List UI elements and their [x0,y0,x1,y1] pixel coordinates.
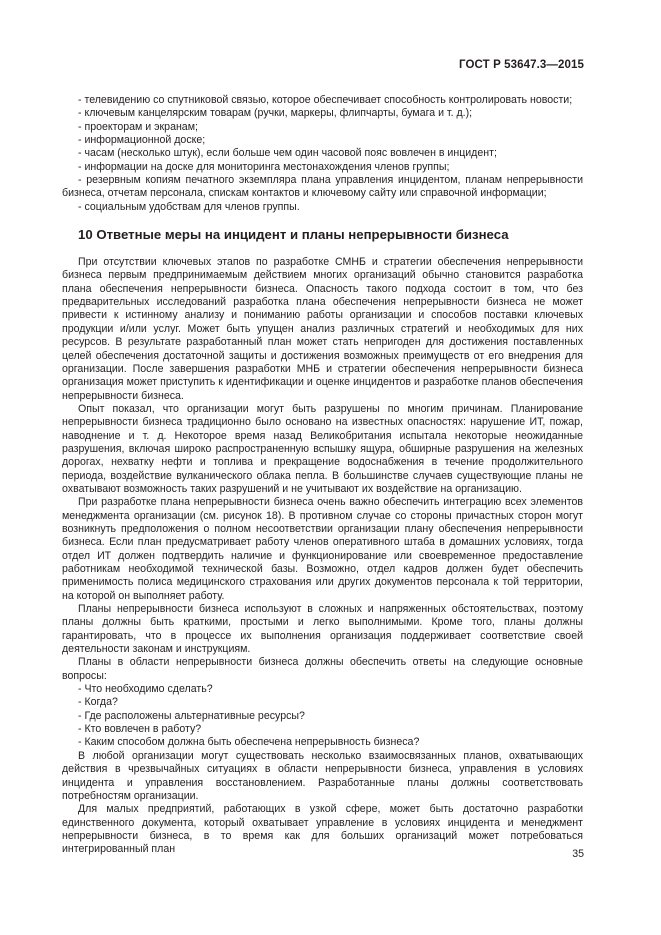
list-item: - информации на доске для мониторинга местонахождения членов группы; [78,160,450,173]
paragraph: В любой организации могут существовать несколько взаимосвязанных планов, охватывающих действия в чрезвычайных ситуациях в области непрерывности бизнеса, управления в условиях инцидента и управления восстановлением. Разработанные планы должны соответствовать потребностям организации. [62,749,583,802]
list-item: - Когда? [78,696,118,709]
list-item: - Каким способом должна быть обеспечена непрерывность бизнеса? [78,736,420,749]
paragraph: Опыт показал, что организации могут быть разрушены по многим причинам. Планирование непрерывности бизнеса традиционно было основано на известных опасностях: нарушение ИТ, пожар, наводнение и т. д. Некоторое время назад Великобритания испытала некоторые неожиданные разрушения, включая широко распространенную вспышку ящура, обширные разрушения на железных дорогах, нехватку нефти и топлива и прекращение водоснабжения в течение продолжительного периода, воздействие вулканического облака пепла. В большинстве случаев существующие планы не охватывают возможность таких разрушений и не учитывают их воздействие на организацию. [62,402,583,495]
paragraph: Планы в области непрерывности бизнеса должны обеспечить ответы на следующие основные вопросы: [62,656,583,682]
questions-list [62,683,583,750]
list-item: - Кто вовлечен в работу? [78,723,202,736]
paragraph: Для малых предприятий, работающих в узкой сфере, может быть достаточно разработки единственного документа, который охватывает управление в условиях инцидента и менеджмент непрерывности бизнеса, в то время как для больших организаций может потребоваться интегрированный план [62,803,583,856]
paragraph: Планы непрерывности бизнеса используют в сложных и напряженных обстоятельствах, поэтому планы должны быть краткими, простыми и легко выполнимыми. Кроме того, планы должны гарантировать, что в процессе их выполнения организация поддерживает соответствие своей деятельности законам и инструкциям. [62,603,583,656]
list-item: - социальным удобствам для членов группы. [78,200,300,213]
section-heading: 10 Ответные меры на инцидент и планы непрерывности бизнеса [78,227,509,243]
paragraph: При разработке плана непрерывности бизнеса очень важно обеспечить интеграцию всех элементов менеджмента организации (см. рисунок 18). В противном случае со стороны причастных сторон могут возникнуть предположения о полном несоответствии организации плану обеспечения непрерывности бизнеса. Если план предусматривает работу членов оперативного штаба в домашних условиях, тогда отдел ИТ должен подтвердить наличие и функционирование или своевременное предоставление работникам необходимой технической базы. Возможно, отдел кадров должен будет обеспечить применимость полиса медицинского страхования или других документов персонала к той территории, на которой он выполняет работу. [62,496,583,602]
document-code: ГОСТ Р 53647.3—2015 [459,59,584,71]
equipment-list [62,94,583,214]
list-item: - ключевым канцелярским товарам (ручки, маркеры, флипчарты, бумага и т. д.); [78,107,473,120]
list-item: - информационной доске; [78,134,206,147]
list-item: - Что необходимо сделать? [78,683,213,696]
paragraph: При отсутствии ключевых этапов по разработке СМНБ и стратегии обеспечения непрерывности бизнеса первым предпринимаемым действием многих организаций обычно становится разработка плана обеспечения непрерывности бизнеса. Опасность такого подхода состоит в том, что без предварительных исследований разработка плана обеспечения непрерывности бизнеса не может привести к истинному анализу и пониманию работы организации и способов поставки ключевых продукции и/или услуг. Может быть упущен анализ различных стратегий и необходимых для них ресурсов. В результате разработанный план может стать непригоден для достижения поставленных целей обеспечения достаточной защиты и достижения возможных преимуществ от его внедрения для организации. После завершения разработки МНБ и стратегии обеспечения непрерывности бизнеса организация может приступить к идентификации и оценке инцидентов и разработке планов обеспечения непрерывности бизнеса. [62,256,583,402]
list-item: - проекторам и экранам; [78,120,198,133]
list-item: - телевидению со спутниковой связью, которое обеспечивает способность контролировать новости; [78,94,573,106]
list-item: - часам (несколько штук), если больше чем один часовой пояс вовлечен в инцидент; [78,147,497,160]
list-item: - Где расположены альтернативные ресурсы? [78,709,305,722]
page-content [62,94,583,857]
page-number: 35 [572,848,584,860]
list-item: - резервным копиям печатного экземпляра плана управления инцидентом, планам непрерывности бизнеса, отчетам персонала, спискам контактов и ключевому сайту или справочной информации; [62,174,583,200]
